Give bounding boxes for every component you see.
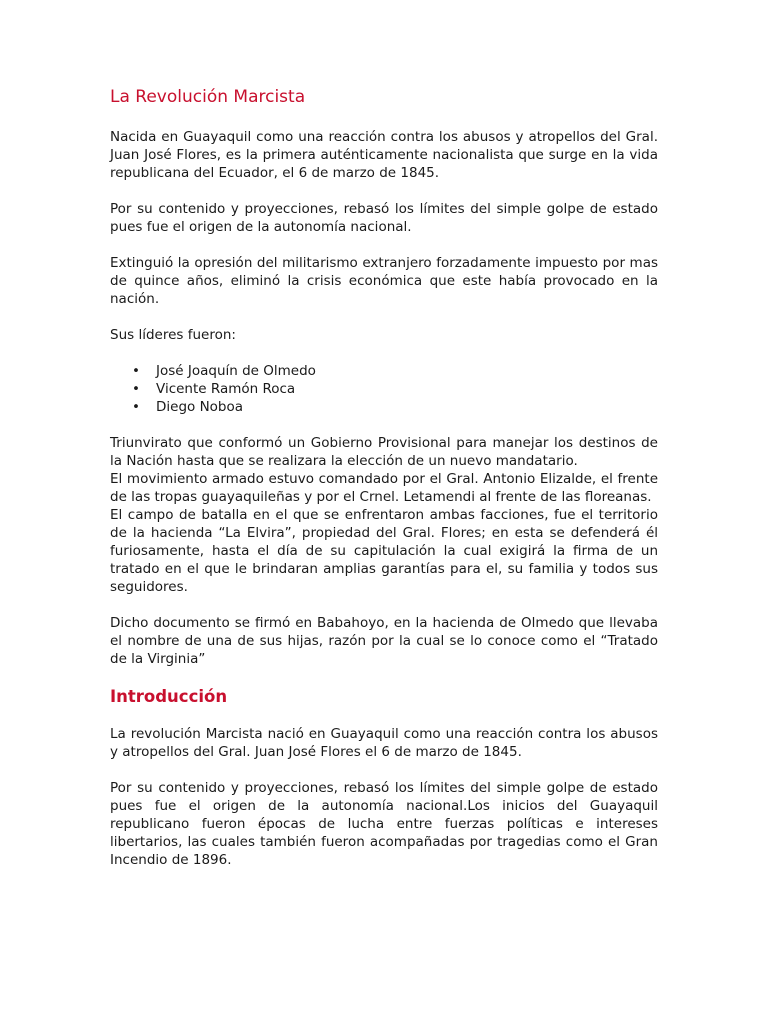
leaders-list: [110, 362, 658, 416]
triumvirate-block: [110, 434, 658, 596]
paragraph-intro-1: La revolución Marcista nació en Guayaquil como una reacción contra los abusos y atropellos del Gral. Juan José Flores el 6 de marzo de 1845.: [110, 726, 658, 760]
paragraph-extinction: Extinguió la opresión del militarismo extranjero forzadamente impuesto por mas de quince años, eliminó la crisis económica que este había provocado en la nación.: [110, 255, 658, 307]
paragraph-armed-movement: El movimiento armado estuvo comandado por el Gral. Antonio Elizalde, el frente de las tropas guayaquileñas y por el Crnel. Letamendi al frente de las floreanas.: [110, 471, 658, 505]
paragraph-intro-2: Por su contenido y proyecciones, rebasó los límites del simple golpe de estado pues fue el origen de la autonomía nacional.Los inicios del Guayaquil republicano fueron épocas de lucha entre fuerzas políticas e intereses libertarios, las cuales también fueron acompañadas por tragedias como el Gran Incendio de 1896.: [110, 780, 658, 868]
paragraph-leaders-intro: Sus líderes fueron:: [110, 327, 236, 343]
section-heading-introduccion: Introducción: [110, 687, 228, 706]
bullet-icon: •: [132, 363, 140, 379]
paragraph-content: Por su contenido y proyecciones, rebasó los límites del simple golpe de estado pues fue el origen de la autonomía nacional.: [110, 201, 658, 235]
bullet-icon: •: [132, 399, 140, 415]
paragraph-battlefield: El campo de batalla en el que se enfrentaron ambas facciones, fue el territorio de la hacienda “La Elvira”, propiedad del Gral. Flores; en esta se defenderá él furiosamente, hasta el día de su capitulación la cual exigirá la firma de un tratado en el que le brindaran amplias garantías para el, su familia y todos sus seguidores.: [110, 507, 658, 595]
document-page: [110, 86, 658, 887]
list-item: [132, 362, 658, 380]
document-title: La Revolución Marcista: [110, 87, 306, 107]
paragraph-triumvirate: Triunvirato que conformó un Gobierno Provisional para manejar los destinos de la Nación hasta que se realizara la elección de un nuevo mandatario.: [110, 435, 658, 469]
bullet-icon: •: [132, 381, 140, 397]
list-item: [132, 398, 658, 416]
paragraph-treaty: Dicho documento se firmó en Babahoyo, en la hacienda de Olmedo que llevaba el nombre de una de sus hijas, razón por la cual se lo conoce como el “Tratado de la Virginia”: [110, 615, 658, 667]
leader-name: Vicente Ramón Roca: [156, 381, 296, 397]
paragraph-origin: Nacida en Guayaquil como una reacción contra los abusos y atropellos del Gral. Juan José Flores, es la primera auténticamente nacionalista que surge en la vida republicana del Ecuador, el 6 de marzo de 1845.: [110, 129, 658, 181]
leader-name: Diego Noboa: [156, 399, 244, 415]
leader-name: José Joaquín de Olmedo: [156, 363, 316, 379]
list-item: [132, 380, 658, 398]
